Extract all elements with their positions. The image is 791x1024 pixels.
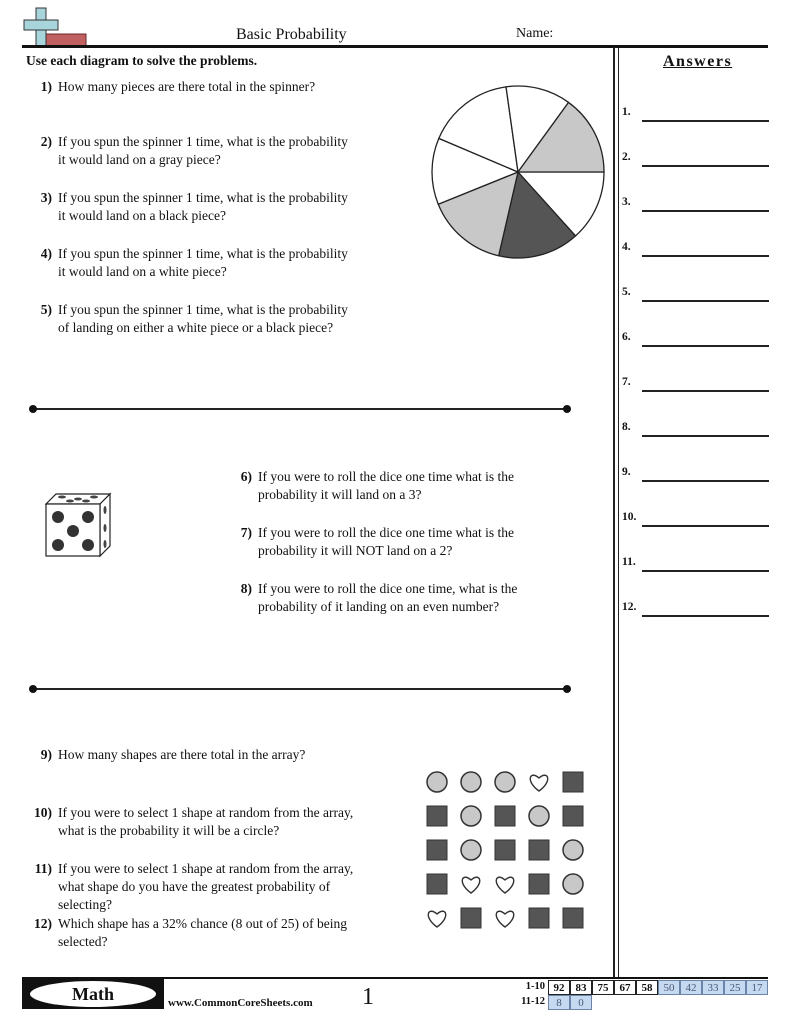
question-text: of landing on either a white piece or a black piece? bbox=[58, 320, 334, 335]
spinner-diagram bbox=[428, 82, 608, 262]
array-heart bbox=[428, 911, 445, 927]
answer-blank[interactable] bbox=[642, 345, 769, 347]
score-row-label: 1-10 bbox=[525, 981, 545, 992]
score-cell: 75 bbox=[592, 980, 614, 995]
name-label: Name: bbox=[516, 26, 554, 41]
question-text: If you were to roll the dice one time, what is the bbox=[258, 581, 518, 596]
question-text: If you spun the spinner 1 time, what is the probability bbox=[58, 190, 348, 205]
answer-row bbox=[622, 556, 772, 576]
question-text: If you spun the spinner 1 time, what is the probability bbox=[58, 302, 348, 317]
answer-blank[interactable] bbox=[642, 525, 769, 527]
shape-array bbox=[420, 765, 590, 935]
answer-blank[interactable] bbox=[642, 120, 769, 122]
question-text: it would land on a black piece? bbox=[58, 208, 226, 223]
array-heart bbox=[530, 775, 547, 791]
answer-number: 3. bbox=[622, 196, 631, 208]
subject-label: Math bbox=[30, 981, 156, 1007]
answer-number: 7. bbox=[622, 376, 631, 388]
site-url: www.CommonCoreSheets.com bbox=[168, 997, 313, 1009]
answer-row bbox=[622, 601, 772, 621]
answer-blank[interactable] bbox=[642, 390, 769, 392]
array-circle bbox=[461, 772, 481, 792]
header-rule bbox=[22, 45, 768, 48]
array-circle bbox=[461, 806, 481, 826]
question-text: probability it will land on a 3? bbox=[258, 487, 422, 502]
array-square bbox=[563, 772, 583, 792]
score-cell: 92 bbox=[548, 980, 570, 995]
answer-row bbox=[622, 286, 772, 306]
array-square bbox=[529, 874, 549, 894]
array-circle bbox=[427, 772, 447, 792]
question-number: 6) bbox=[240, 469, 252, 484]
separator-endpoint bbox=[29, 685, 37, 693]
question-text: what shape do you have the greatest probability of bbox=[58, 879, 331, 894]
score-cell: 42 bbox=[680, 980, 702, 995]
question-text: selected? bbox=[58, 934, 108, 949]
question-text: If you spun the spinner 1 time, what is the probability bbox=[58, 246, 348, 261]
question-text: probability it will NOT land on a 2? bbox=[258, 543, 453, 558]
question-number: 8) bbox=[240, 581, 252, 596]
answer-number: 8. bbox=[622, 421, 631, 433]
answer-number: 4. bbox=[622, 241, 631, 253]
question-text: How many pieces are there total in the spinner? bbox=[58, 79, 316, 94]
answer-row bbox=[622, 511, 772, 531]
answer-blank[interactable] bbox=[642, 615, 769, 617]
array-square bbox=[529, 840, 549, 860]
answer-row bbox=[622, 421, 772, 441]
score-row-label: 11-12 bbox=[521, 996, 545, 1007]
score-cell: 58 bbox=[636, 980, 658, 995]
question-number: 2) bbox=[40, 134, 52, 149]
score-cell: 67 bbox=[614, 980, 636, 995]
question-number: 11) bbox=[34, 861, 52, 876]
array-square bbox=[427, 874, 447, 894]
question-number: 10) bbox=[34, 805, 52, 820]
section-separator bbox=[33, 688, 567, 690]
question-text: it would land on a gray piece? bbox=[58, 152, 221, 167]
question-text: If you were to select 1 shape at random from the array, bbox=[58, 805, 354, 820]
question-number: 1) bbox=[40, 79, 52, 94]
separator-endpoint bbox=[563, 405, 571, 413]
array-square bbox=[495, 806, 515, 826]
answer-number: 10. bbox=[622, 511, 637, 523]
array-circle bbox=[495, 772, 515, 792]
score-cell: 8 bbox=[548, 995, 570, 1010]
question-text: If you were to roll the dice one time what is the bbox=[258, 469, 515, 484]
answer-row bbox=[622, 196, 772, 216]
answer-divider bbox=[613, 47, 615, 977]
question-text: If you were to select 1 shape at random from the array, bbox=[58, 861, 354, 876]
question-number: 4) bbox=[40, 246, 52, 261]
question-number: 9) bbox=[40, 747, 52, 762]
array-circle bbox=[563, 874, 583, 894]
array-square bbox=[563, 908, 583, 928]
array-square bbox=[495, 840, 515, 860]
separator-endpoint bbox=[29, 405, 37, 413]
answer-number: 11. bbox=[622, 556, 636, 568]
question-text: If you spun the spinner 1 time, what is the probability bbox=[58, 134, 348, 149]
instructions: Use each diagram to solve the problems. bbox=[26, 53, 258, 68]
question-text: How many shapes are there total in the array? bbox=[58, 747, 306, 762]
answer-number: 6. bbox=[622, 331, 631, 343]
score-cell: 33 bbox=[702, 980, 724, 995]
answer-number: 12. bbox=[622, 601, 637, 613]
page-title: Basic Probability bbox=[236, 26, 347, 43]
array-square bbox=[427, 840, 447, 860]
answer-blank[interactable] bbox=[642, 435, 769, 437]
answer-row bbox=[622, 241, 772, 261]
answer-row bbox=[622, 376, 772, 396]
answer-blank[interactable] bbox=[642, 480, 769, 482]
score-cell: 0 bbox=[570, 995, 592, 1010]
question-text: what is the probability it will be a circle? bbox=[58, 823, 280, 838]
question-text: If you were to roll the dice one time what is the bbox=[258, 525, 515, 540]
array-circle bbox=[461, 840, 481, 860]
answer-blank[interactable] bbox=[642, 210, 769, 212]
question-text: Which shape has a 32% chance (8 out of 25) of being bbox=[58, 916, 348, 931]
dice-icon bbox=[44, 490, 112, 558]
array-square bbox=[427, 806, 447, 826]
answer-blank[interactable] bbox=[642, 300, 769, 302]
array-square bbox=[529, 908, 549, 928]
score-cell: 25 bbox=[724, 980, 746, 995]
array-square bbox=[461, 908, 481, 928]
score-cell: 83 bbox=[570, 980, 592, 995]
answer-number: 5. bbox=[622, 286, 631, 298]
question-number: 12) bbox=[34, 916, 52, 931]
question-text: probability of it landing on an even number? bbox=[258, 599, 500, 614]
question-number: 3) bbox=[40, 190, 52, 205]
answer-row bbox=[622, 106, 772, 126]
array-heart bbox=[496, 911, 513, 927]
answer-number: 1. bbox=[622, 106, 631, 118]
question-text: it would land on a white piece? bbox=[58, 264, 227, 279]
logo-icon bbox=[22, 6, 92, 48]
array-circle bbox=[563, 840, 583, 860]
score-cell: 50 bbox=[658, 980, 680, 995]
answer-blank[interactable] bbox=[642, 570, 769, 572]
separator-endpoint bbox=[563, 685, 571, 693]
page-number: 1 bbox=[362, 984, 374, 1010]
answer-number: 9. bbox=[622, 466, 631, 478]
answer-row bbox=[622, 151, 772, 171]
question-text: selecting? bbox=[58, 897, 112, 912]
section-separator bbox=[33, 408, 567, 410]
question-number: 5) bbox=[40, 302, 52, 317]
score-cell: 17 bbox=[746, 980, 768, 995]
array-circle bbox=[529, 806, 549, 826]
answer-blank[interactable] bbox=[642, 165, 769, 167]
answer-blank[interactable] bbox=[642, 255, 769, 257]
answer-row bbox=[622, 331, 772, 351]
answer-number: 2. bbox=[622, 151, 631, 163]
array-heart bbox=[462, 877, 479, 893]
array-square bbox=[563, 806, 583, 826]
answer-row bbox=[622, 466, 772, 486]
array-heart bbox=[496, 877, 513, 893]
question-number: 7) bbox=[240, 525, 252, 540]
answers-title: Answers bbox=[663, 53, 733, 70]
answer-divider-inner bbox=[618, 47, 619, 977]
